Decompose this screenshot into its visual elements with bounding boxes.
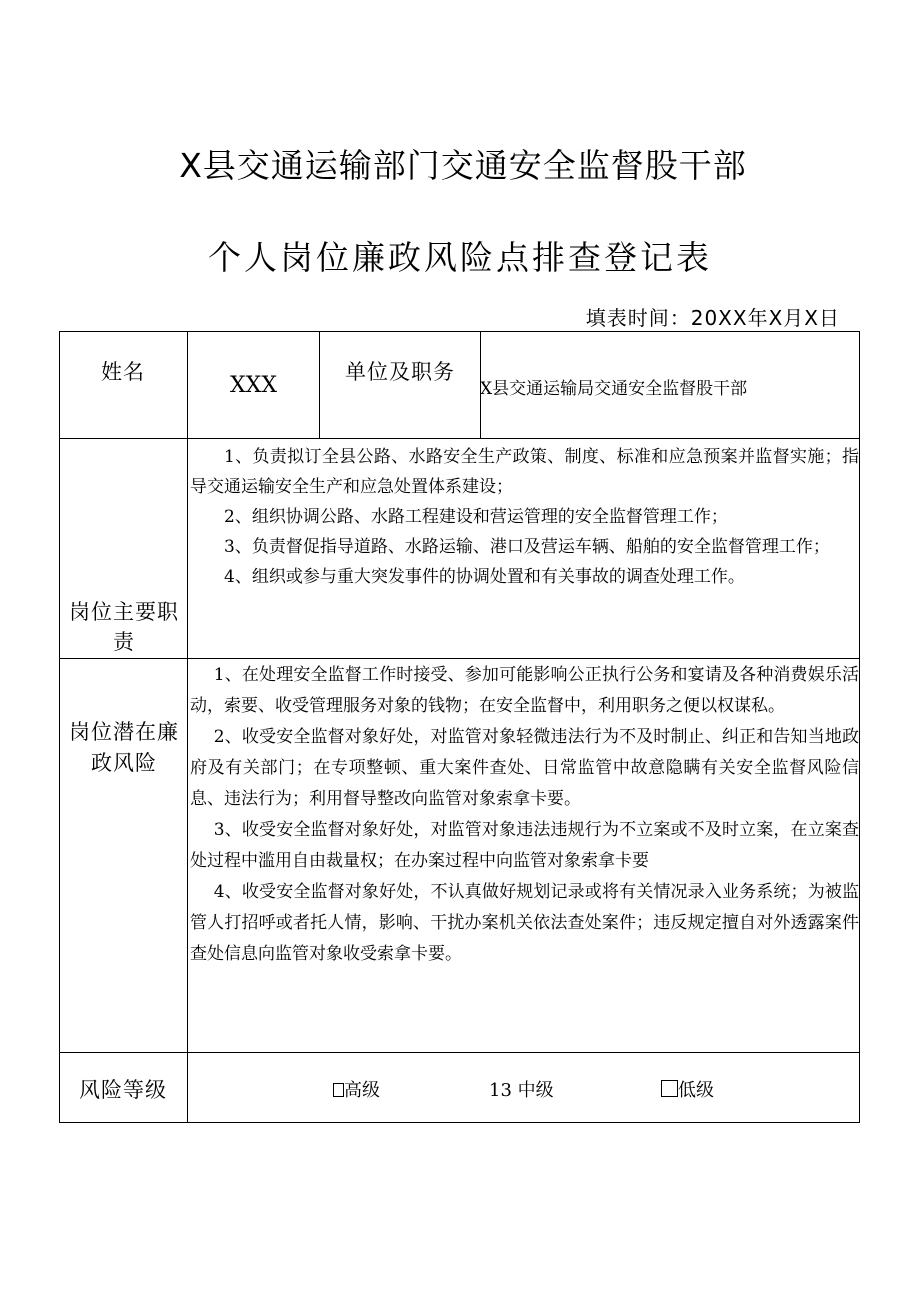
duties-label: [66, 597, 182, 657]
duties-content: [190, 442, 859, 592]
medium-option-mark: 13: [489, 1080, 512, 1101]
risk-item: 2、收受安全监督对象好处，对监管对象轻微违法行为不及时制止、纠正和告知当地政府及有关部门；在专项整顿、重大案件查处、日常监管中故意隐瞒有关安全监督风险信息、违法行为；利用督导整改向监管对象索拿卡要。: [190, 727, 859, 809]
fill-time: 填表时间：20XX年X月X日: [585, 306, 840, 330]
risk-level-low-option[interactable]: [661, 1076, 714, 1102]
unit-value: X县交通运输局交通安全监督股干部: [480, 379, 748, 399]
risk-level-medium-option[interactable]: [489, 1076, 554, 1102]
risk-level-high-option[interactable]: [333, 1076, 380, 1102]
low-checkbox-icon: [661, 1080, 678, 1097]
form-title-line2: 个人岗位廉政风险点排查登记表: [208, 238, 712, 277]
name-label: 姓名: [101, 360, 145, 384]
risks-label: [66, 717, 182, 779]
duty-item: 3、负责督促指导道路、水路运输、港口及营运车辆、船舶的安全监督管理工作；: [224, 537, 830, 557]
row-divider-1: [59, 438, 860, 439]
duty-item: 1、负责拟订全县公路、水路安全生产政策、制度、标准和应急预案并监督实施；指导交通运输安全生产和应急处置体系建设；: [190, 447, 859, 497]
name-value: XXX: [230, 373, 277, 398]
duty-item: 4、组织或参与重大突发事件的协调处置和有关事故的调查处理工作。: [224, 567, 745, 587]
high-option-label: 高级: [344, 1080, 380, 1101]
risk-level-label: 风险等级: [79, 1078, 167, 1102]
risk-item: 4、收受安全监督对象好处，不认真做好规划记录或将有关情况录入业务系统；为被监管人打招呼或者托人情，影响、干扰办案机关依法查处案件；违反规定擅自对外透露案件查处信息向监管对象收受索拿卡要。: [190, 882, 859, 964]
row-divider-2: [59, 658, 860, 659]
risk-item: 3、收受安全监督对象好处，对监管对象违法违规行为不立案或不及时立案，在立案查处过程中滥用自由裁量权；在办案过程中向监管对象索拿卡要: [190, 820, 859, 871]
medium-option-label: 中级: [517, 1080, 554, 1101]
low-option-label: 低级: [678, 1080, 714, 1101]
unit-label: 单位及职务: [345, 360, 455, 384]
duties-label-text: 岗位主要职责: [69, 600, 179, 654]
risk-item: 1、在处理安全监督工作时接受、参加可能影响公正执行公务和宴请及各种消费娱乐活动，索要、收受管理服务对象的钱物；在安全监督中，利用职务之便以权谋私。: [190, 665, 859, 716]
col-divider-label: [187, 331, 188, 1123]
row-divider-3: [59, 1052, 860, 1053]
risks-label-text: 岗位潜在廉政风险: [69, 720, 179, 775]
high-checkbox-icon: [333, 1083, 344, 1097]
form-title-line1: X县交通运输部门交通安全监督股干部: [179, 146, 747, 185]
risks-content: [190, 660, 859, 970]
duty-item: 2、组织协调公路、水路工程建设和营运管理的安全监督管理工作；: [224, 507, 728, 527]
